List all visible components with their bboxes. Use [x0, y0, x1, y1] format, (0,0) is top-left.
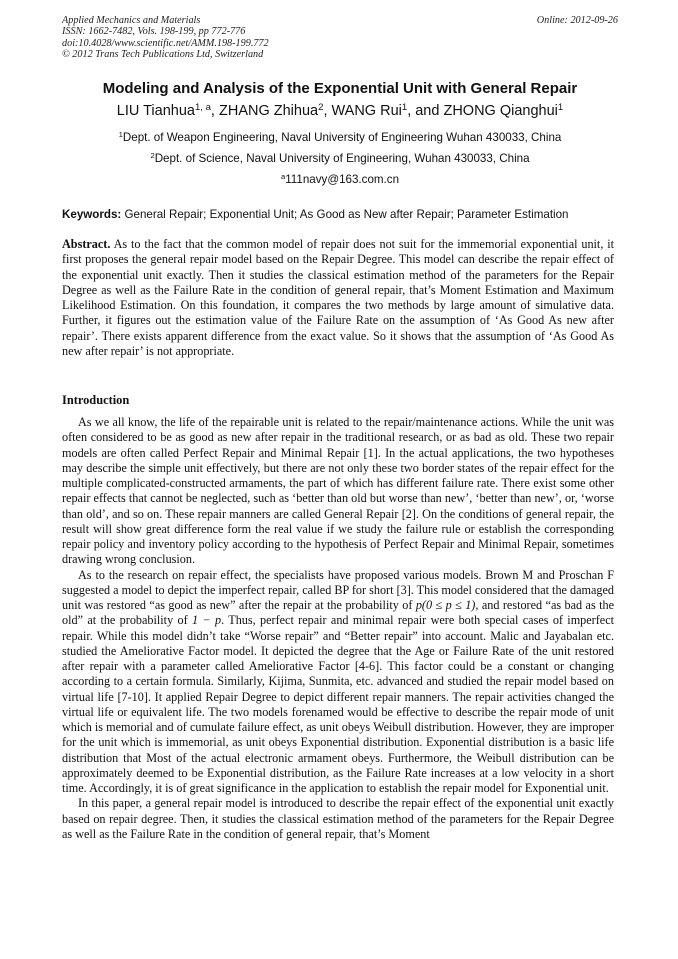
- affiliation-1: [62, 131, 618, 145]
- affiliation-text: Dept. of Science, Naval University of Engineering, Wuhan 430033, China: [154, 152, 530, 165]
- paragraph: In this paper, a general repair model is introduced to describe the repair effect of the exponential unit exactly based on repair degree. Then, it studies the classical estimation method of the parameters for the Repair Degree as well as the Failure Rate in the condition of general repair, that’s Moment: [62, 796, 614, 841]
- author-name: WANG Rui: [331, 103, 402, 119]
- author-affiliation-mark: 2: [318, 101, 324, 113]
- affiliation-2: [62, 152, 618, 166]
- journal-name: Applied Mechanics and Materials: [62, 15, 201, 26]
- email-mark: a: [280, 171, 286, 181]
- author-affiliation-mark: 1: [557, 101, 564, 113]
- paragraph: As we all know, the life of the repairable unit is related to the repair/maintenance actions. While the unit was often considered to be as good as new after repair in the traditional research, or as bad as old. These two repair models are often called Perfect Repair and Minimal Repair [1]. In the actual applications, the two hypotheses may describe the simple unit effectively, but there are not only these two border states of the repair effect for the multiple complicated-constructed armaments, the part of which has different failure rate. There exist some other repair effects that cannot be neglected, such as ‘better than old but worse than new’, ‘better than new’, or, ‘worse than old’, and so on. These repair manners are called General Repair [2]. On the conditions of general repair, the result will show great difference form the real value if we study the failure rule or establish the corresponding repair policy and inventory policy according to the hypothesis of Perfect Repair and Minimal Repair, sometimes drawing wrong conclusion.: [62, 415, 614, 567]
- abstract-label: Abstract.: [62, 237, 111, 251]
- journal-header: [62, 15, 618, 61]
- section-heading-introduction: Introduction: [62, 393, 130, 407]
- abstract-text: As to the fact that the common model of repair does not suit for the immemorial exponential unit, it first proposes the general repair model based on the Repair Degree. This model can describe the repair effect of the exponential unit exactly. Then it studies the classical estimation method of the parameters for the Repair Degree as well as the Failure Rate in the condition of general repair, that’s Moment Estimation and Maximum Likelihood Estimation. On this foundation, it compares the two methods by large amount of simulative data. Further, it figures out the estimation value of the Failure Rate on the assumption of ‘As Good As new after repair’. There exists apparent difference from the exact value. So it shows that the assumption of ‘As Good As new after repair’ is not appropriate.: [62, 237, 614, 359]
- email-text: 111navy@163.com.cn: [285, 173, 400, 186]
- author-name: ZHANG Zhihua: [218, 103, 319, 119]
- author-separator: ,: [210, 103, 219, 119]
- paragraph-text: As to the research on repair effect, the specialists have proposed various models. Brown M and Proschan F suggested a model to depict the imperfect repair, called BP for short [3]. This model considered that the damaged unit was restored “as good as new” after the repair at the probability of: [62, 567, 614, 612]
- journal-issn: ISSN: 1662-7482, Vols. 198-199, pp 772-776: [62, 26, 246, 38]
- affiliation-text: Dept. of Weapon Engineering, Naval University of Engineering Wuhan 430033, China: [122, 131, 562, 144]
- paragraph: [62, 568, 614, 797]
- keywords-text: General Repair; Exponential Unit; As Good as New after Repair; Parameter Estimation: [124, 208, 569, 221]
- author-affiliation-mark: 1: [401, 101, 408, 113]
- introduction-body: [62, 415, 614, 842]
- paper-title: Modeling and Analysis of the Exponential Unit with General Repair: [102, 80, 578, 97]
- journal-doi: doi:10.4028/www.scientific.net/AMM.198-199.772: [62, 37, 269, 49]
- author-separator: , and: [407, 103, 444, 119]
- author-affiliation-mark: 1, a: [194, 101, 211, 113]
- keywords: [62, 208, 618, 222]
- paragraph-text: , and restored “as bad as the old” at the probability of: [62, 598, 614, 628]
- author-separator: ,: [323, 103, 332, 119]
- inline-math: p(0 ≤ p ≤ 1): [415, 598, 476, 612]
- author-name: ZHONG Qianghui: [443, 103, 558, 119]
- affiliation-mark: 2: [150, 150, 155, 160]
- author-list: [62, 102, 618, 120]
- online-date: Online: 2012-09-26: [536, 15, 618, 26]
- keywords-label: Keywords:: [62, 208, 122, 221]
- author-name: LIU Tianhua: [116, 103, 195, 119]
- author-email: [62, 173, 618, 187]
- affiliation-mark: 1: [118, 129, 123, 139]
- paragraph-text: . Thus, perfect repair and minimal repair were both special cases of imperfect repair. While this model didn’t take “Worse repair” and “Better repair” into account. Malic and Jayabalan etc. studied the Ameliorative Factor model. It depicted the degree that the Age or Failure Rate of the unit restored after repair with a parameter called Ameliorative Factor [4-6]. This factor could be a constant or changing according to a certain formula. Similarly, Kijima, Sunmita, etc. advanced and studied the repair model based on virtual life [7-10]. It applied Repair Degree to depict different repair manners. The repair activities changed the virtual life or equivalent life. The two models forenamed would be effective to describe the repair mode of unit which is memorial and of cumulate failure effect, as unit obeys Weibull distribution. However, they are improper for the unit which is immemorial, as unit obeys Exponential distribution. Exponential distribution is a basic life distribution that Most of the actual electronic armament obeys. Furthermore, the Weibull distribution can be approximately deemed to be Exponential distribution, as the Failure Rate increases at a low velocity in a short time. Accordingly, it is of great significance in the application to establish the repair model for Exponential unit.: [62, 613, 614, 795]
- journal-copyright: © 2012 Trans Tech Publications Ltd, Switzerland: [62, 49, 264, 61]
- abstract: [62, 237, 614, 359]
- inline-math: 1 − p: [192, 613, 222, 628]
